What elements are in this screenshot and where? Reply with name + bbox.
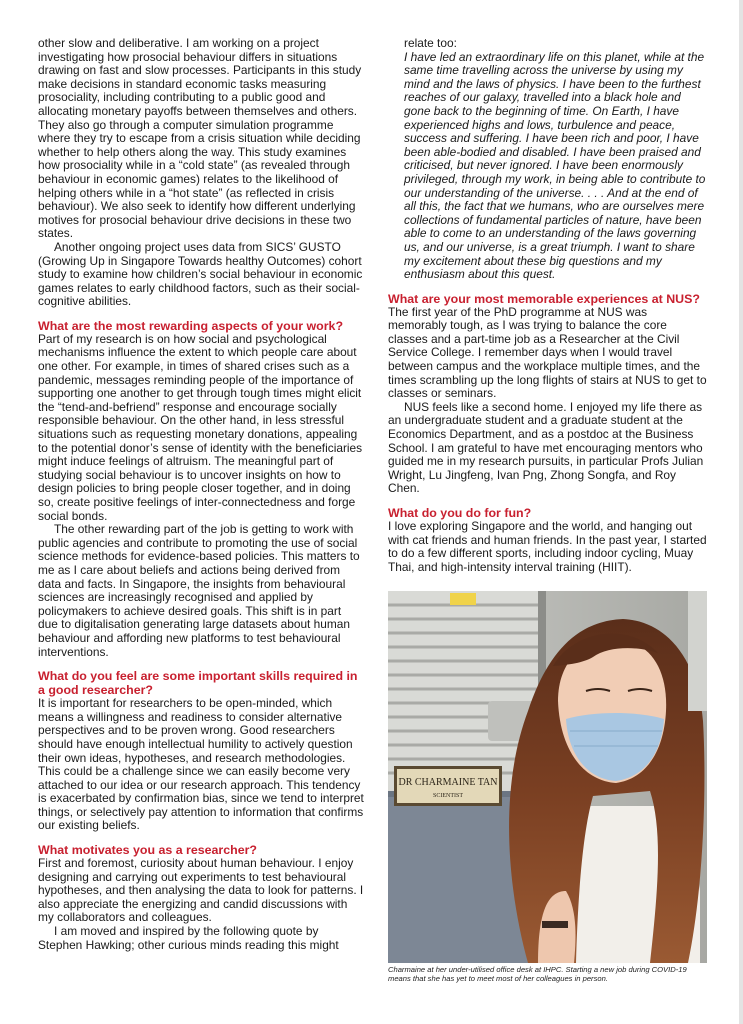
nameplate-name: DR CHARMAINE TAN <box>398 777 498 788</box>
section-heading: What are the most rewarding aspects of your work? <box>38 318 344 333</box>
paragraph: The first year of the PhD programme at NUS was memorably tough, as I was trying to balance the core classes and a part-time job as a Researcher at the Civil Service College. I remember days when I would travel between campus and the workplace multiple times, and the times scrambling up the long flights of stairs at NUS to get to classes or seminars. <box>388 304 707 401</box>
paragraph: Part of my research is on how social and psychological mechanisms influence the extent to which people care about one other. For example, in times of shared crises such as a pandemic, messages reminding people of the importance of supporting one another to get through tough times might elicit the “tend-and-befriend” response and encourage socially responsible behaviour. On the other hand, in less stressful situations such as requesting monetary donations, appealing to the potential donor’s sense of identity with the beneficiaries might induce feelings of altruism. The meaningful part of studying social behaviour is to uncover insights on how to design policies to bring people closer together, and in doing so, create positive feelings of inter-connectedness and forge social bonds. <box>38 331 363 523</box>
warning-sticker <box>450 593 476 605</box>
paragraph: I love exploring Singapore and the world, and hanging out with cat friends and human friends. In the past year, I started to do a few different sports, including indoor cycling, Muay Thai, and high-intensity interval training (HIIT). <box>388 519 707 574</box>
right-column <box>388 37 708 574</box>
section-heading: What motivates you as a researcher? <box>38 843 257 858</box>
nameplate-title: SCIENTIST <box>433 793 463 799</box>
paragraph: The other rewarding part of the job is getting to work with public agencies and contribute to promoting the use of social science methods for evidence-based policies. This matters to me as I care about beliefs and actions being derived from data and facts. In Singapore, the insights from behavioural sciences are increasingly recognised and applied by policymakers to achieve desired goals. This shift is in part due to digitalisation generating large datasets about human behaviour and affording new platforms to test behavioural interventions. <box>38 522 360 659</box>
office-photo-illustration <box>388 591 707 963</box>
left-column <box>38 37 364 952</box>
paragraph: First and foremost, curiosity about human behaviour. I enjoy designing and carrying out experiments to test behavioural hypotheses, and then analysing the data to look for patterns. I also appreciate the energizing and candid discussions with my collaborators and colleagues. <box>38 856 364 925</box>
paragraph: I am moved and inspired by the following quote by Stephen Hawking; other curious minds reading this might <box>38 924 339 952</box>
office-photo <box>388 591 707 963</box>
paragraph: other slow and deliberative. I am working on a project investigating how prosocial behaviour differs in situations drawing on fast and slow processes. Participants in this study make decisions in standard economic tasks measuring prosociality, including contributing to a public good and allocating monetary payoffs between themselves and others. They also go through a computer simulation programme where they try to escape from a crisis situation while deciding whether to help others along the way. This study examines how prosociality while in a “cold state” (as revealed through behaviour in economic games) relates to the likelihood of helping others while in a “hot state” (as reflected in crisis behaviour). We also seek to identify how different underlying motives for prosocial behaviour drive decisions in these two states. <box>38 36 362 241</box>
section-heading: What do you do for fun? <box>388 506 532 520</box>
hawking-quote: I have led an extraordinary life on this planet, while at the same time travelling across the universe by using my mind and the laws of physics. I have been to the furthest reaches of our galaxy, travelled into a black hole and gone back to the beginning of time. On Earth, I have experienced highs and lows, turbulence and peace, success and suffering. I have been rich and poor, I have been able-bodied and disabled. I have been praised and criticised, but never ignored. I have been enormously privileged, through my work, in being able to contribute to our understanding of the universe. . . . And at the end of all this, the fact that we humans, who are ourselves mere collections of fundamental particles of nature, have been able to come to an understanding of the laws governing us, and our universe, is a great triumph. I want to share my excitement about these big questions and my enthusiasm about this quest. <box>404 49 706 282</box>
nameplate <box>394 766 502 806</box>
section-heading: What are your most memorable experiences at NUS? <box>388 291 700 306</box>
page-edge <box>739 0 743 1024</box>
paragraph: It is important for researchers to be open-minded, which means a willingness and readiness to consider alternative perspectives and to be proven wrong. Good researchers should have enough intellectual humility to actively question their own ideas, hypotheses, and research methodologies. This could be a challenge since we can easily become very attached to our idea or our research approach. This tendency is exacerbated by confirmation bias, since we tend to interpret things, or selectively pay attention to information that confirms our existing beliefs. <box>38 696 364 833</box>
section-heading: What do you feel are some important skills required in a good researcher? <box>38 669 358 698</box>
paragraph: relate too: <box>404 36 457 50</box>
paragraph: NUS feels like a second home. I enjoyed my life there as an undergraduate student and a graduate student at the Economics Department, and as a postdoc at the Business School. I am grateful to have met encouraging mentors who guided me in my research pursuits, in particular Profs Julian Wright, Lu Jingfeng, Ivan Png, Zhong Songfa, and Roy Chen. <box>388 399 704 496</box>
paragraph: Another ongoing project uses data from SICS’ GUSTO (Growing Up in Singapore Towards healthy Outcomes) cohort study to examine how children’s social behaviour in economic games relates to early childhood factors, such as their social-cognitive abilities. <box>38 239 363 309</box>
bracelet <box>542 921 568 928</box>
photo-caption: Charmaine at her under-utilised office desk at IHPC. Starting a new job during COVID-19 means that she has yet to meet most of her colleagues in person. <box>388 965 687 984</box>
